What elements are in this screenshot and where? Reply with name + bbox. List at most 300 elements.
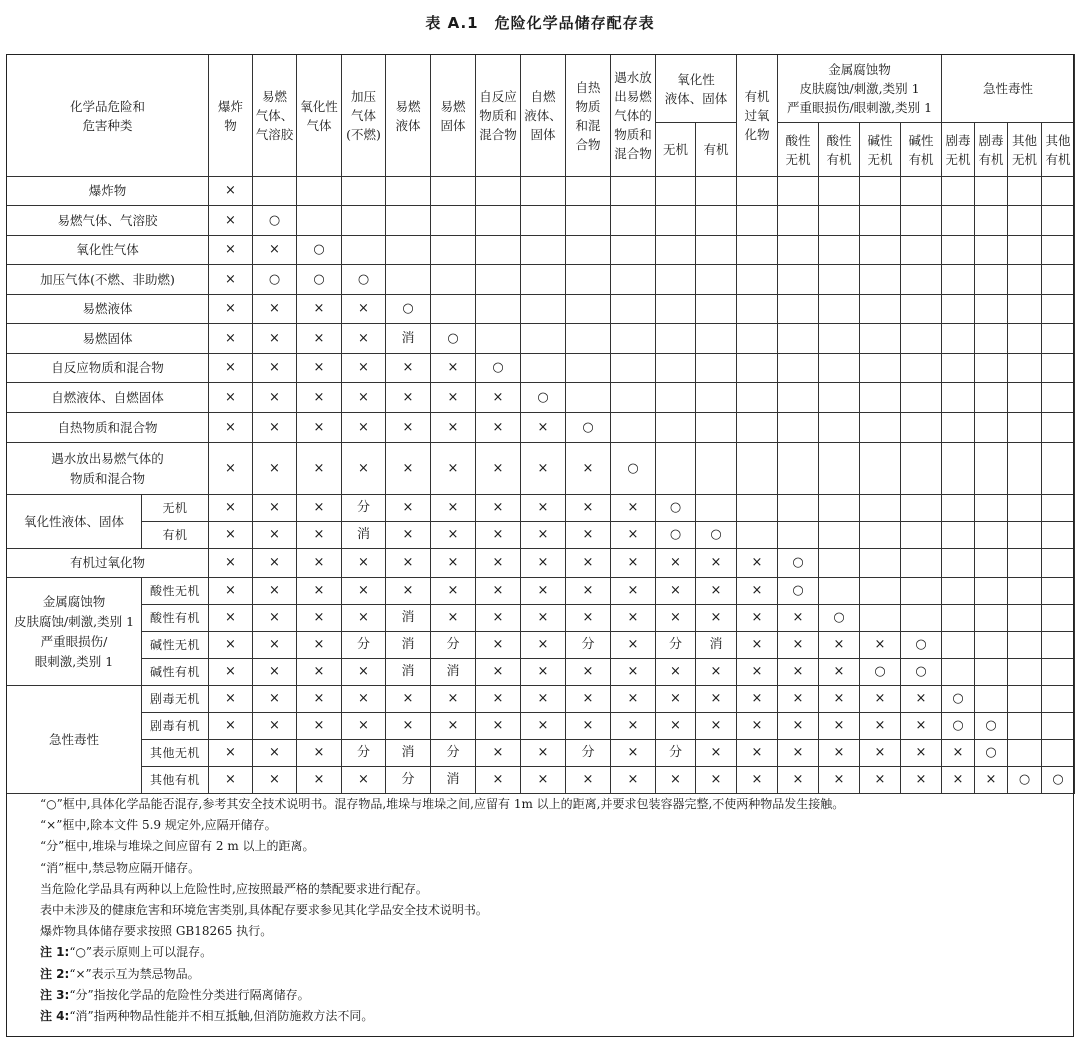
compatibility-mark: × (901, 767, 942, 794)
compatibility-mark: × (209, 767, 253, 794)
row-sublabel: 酸性有机 (142, 605, 209, 632)
compatibility-mark: × (431, 522, 476, 549)
compatibility-mark: × (342, 295, 386, 324)
compatibility-mark: 分 (431, 740, 476, 767)
compatibility-mark: × (297, 383, 342, 413)
compatibility-mark: × (566, 659, 611, 686)
note-line: 当危险化学品具有两种以上危险性时,应按照最严格的禁配要求进行配存。 (40, 881, 428, 896)
compatibility-mark: × (209, 354, 253, 383)
compatibility-mark: × (737, 686, 778, 713)
column-subheader: 碱性 无机 (860, 123, 901, 177)
compatibility-mark: × (476, 549, 521, 578)
compatibility-mark: ○ (476, 354, 521, 383)
compatibility-mark: × (253, 686, 297, 713)
compatibility-mark: × (431, 413, 476, 443)
compatibility-mark: 消 (696, 632, 737, 659)
compatibility-mark: × (611, 549, 656, 578)
compatibility-mark: × (342, 659, 386, 686)
compatibility-mark: × (566, 443, 611, 495)
column-subheader: 剧毒 有机 (975, 123, 1008, 177)
compatibility-mark: × (476, 413, 521, 443)
compatibility-mark: × (696, 740, 737, 767)
compatibility-mark: ○ (975, 740, 1008, 767)
compatibility-mark: 消 (386, 632, 431, 659)
compatibility-mark: × (737, 740, 778, 767)
compatibility-mark: × (696, 578, 737, 605)
compatibility-mark: × (476, 522, 521, 549)
compatibility-mark: × (209, 549, 253, 578)
compatibility-mark: × (656, 659, 696, 686)
compatibility-mark: 分 (656, 740, 696, 767)
compatibility-mark: × (342, 578, 386, 605)
compatibility-mark: × (521, 578, 566, 605)
compatibility-mark: × (297, 767, 342, 794)
compatibility-mark: × (696, 767, 737, 794)
column-header: 易燃 固体 (431, 55, 476, 177)
compatibility-mark: 消 (431, 767, 476, 794)
compatibility-mark: × (476, 495, 521, 522)
compatibility-mark: × (209, 265, 253, 295)
compatibility-mark: × (431, 686, 476, 713)
compatibility-mark: × (819, 740, 860, 767)
compatibility-mark: × (476, 686, 521, 713)
compatibility-mark: × (566, 522, 611, 549)
compatibility-mark: × (521, 443, 566, 495)
compatibility-mark: × (297, 413, 342, 443)
column-header: 急性毒性 (942, 55, 1075, 123)
compatibility-mark: × (209, 632, 253, 659)
footnote-text: “消”指两种物品性能并不相互抵触,但消防施救方法不同。 (69, 1008, 374, 1023)
row-label: 爆炸物 (7, 177, 209, 206)
column-header: 遇水放 出易燃 气体的 物质和 混合物 (611, 55, 656, 177)
compatibility-mark: × (656, 605, 696, 632)
compatibility-mark: × (386, 578, 431, 605)
compatibility-mark: × (696, 659, 737, 686)
compatibility-mark: × (521, 413, 566, 443)
compatibility-mark: × (696, 605, 737, 632)
compatibility-mark: 分 (342, 740, 386, 767)
compatibility-mark: 消 (342, 522, 386, 549)
column-subheader: 无机 (656, 123, 696, 177)
compatibility-mark: × (611, 605, 656, 632)
compatibility-mark: × (901, 713, 942, 740)
note-line: “×”框中,除本文件 5.9 规定外,应隔开储存。 (40, 818, 277, 833)
compatibility-mark: 消 (386, 740, 431, 767)
compatibility-mark: × (431, 578, 476, 605)
compatibility-mark: × (431, 443, 476, 495)
row-label: 自燃液体、自燃固体 (7, 383, 209, 413)
compatibility-mark: ○ (901, 659, 942, 686)
row-sublabel: 剧毒无机 (142, 686, 209, 713)
compatibility-mark: × (253, 522, 297, 549)
compatibility-mark: × (521, 767, 566, 794)
row-label: 遇水放出易燃气体的 物质和混合物 (7, 443, 209, 495)
compatibility-mark: × (431, 549, 476, 578)
compatibility-mark: 消 (386, 659, 431, 686)
compatibility-mark: × (297, 605, 342, 632)
compatibility-mark: × (860, 740, 901, 767)
compatibility-mark: × (819, 713, 860, 740)
compatibility-mark: × (342, 686, 386, 713)
compatibility-mark: × (297, 740, 342, 767)
compatibility-mark: ○ (656, 522, 696, 549)
compatibility-mark: × (476, 443, 521, 495)
compatibility-mark: × (431, 495, 476, 522)
column-header: 加压 气体 (不燃) (342, 55, 386, 177)
compatibility-mark: × (521, 632, 566, 659)
footnote-label: 注 4: (40, 1008, 70, 1023)
footnote-label: 注 2: (40, 966, 70, 981)
footnote-line (40, 985, 1074, 1006)
compatibility-mark: × (521, 686, 566, 713)
compatibility-mark: × (342, 413, 386, 443)
compatibility-mark: × (737, 578, 778, 605)
compatibility-mark: × (297, 632, 342, 659)
compatibility-mark: × (253, 383, 297, 413)
compatibility-mark: 消 (386, 324, 431, 354)
compatibility-mark: × (431, 713, 476, 740)
column-header: 有机 过氧 化物 (737, 55, 778, 177)
compatibility-mark: × (386, 413, 431, 443)
compatibility-mark: × (386, 549, 431, 578)
compatibility-mark: × (656, 713, 696, 740)
compatibility-mark: × (860, 686, 901, 713)
compatibility-mark: × (386, 686, 431, 713)
column-header: 氧化性 液体、固体 (656, 55, 737, 123)
compatibility-mark: × (253, 354, 297, 383)
compatibility-mark: × (476, 659, 521, 686)
compatibility-mark: ○ (656, 495, 696, 522)
compatibility-mark: × (611, 632, 656, 659)
compatibility-mark: × (253, 713, 297, 740)
compatibility-mark: × (656, 549, 696, 578)
compatibility-mark: × (860, 767, 901, 794)
compatibility-mark: × (209, 522, 253, 549)
compatibility-mark: × (297, 354, 342, 383)
compatibility-mark: × (342, 713, 386, 740)
compatibility-mark: 分 (386, 767, 431, 794)
compatibility-mark: × (209, 324, 253, 354)
compatibility-mark: × (611, 767, 656, 794)
compatibility-mark: × (209, 295, 253, 324)
compatibility-mark: × (297, 549, 342, 578)
compatibility-mark: × (778, 605, 819, 632)
row-sublabel: 其他无机 (142, 740, 209, 767)
compatibility-mark: × (656, 686, 696, 713)
compatibility-mark: × (253, 767, 297, 794)
row-sublabel: 其他有机 (142, 767, 209, 794)
compatibility-mark: × (566, 713, 611, 740)
column-subheader: 酸性 有机 (819, 123, 860, 177)
compatibility-mark: × (696, 713, 737, 740)
note-line: “○”框中,具体化学品能否混存,参考其安全技术说明书。混存物品,堆垛与堆垛之间,应留有 1m 以上的距离,并要求包装容器完整,不使两种物品发生接触。 (40, 797, 845, 811)
column-header: 易燃 液体 (386, 55, 431, 177)
compatibility-mark: × (209, 177, 253, 206)
compatibility-mark: ○ (297, 236, 342, 265)
compatibility-mark: ○ (696, 522, 737, 549)
note-line: 爆炸物具体储存要求按照 GB18265 执行。 (40, 924, 273, 939)
compatibility-mark: × (778, 713, 819, 740)
compatibility-mark: × (737, 549, 778, 578)
compatibility-mark: × (778, 740, 819, 767)
compatibility-mark: × (819, 686, 860, 713)
column-header: 易燃 气体、 气溶胶 (253, 55, 297, 177)
footnote-text: “○”表示原则上可以混存。 (69, 945, 213, 960)
compatibility-mark: × (476, 578, 521, 605)
compatibility-mark: × (566, 605, 611, 632)
compatibility-mark: × (297, 295, 342, 324)
compatibility-mark: × (521, 713, 566, 740)
footnote-line (40, 1006, 1074, 1027)
compatibility-mark: × (209, 686, 253, 713)
compatibility-mark: × (209, 605, 253, 632)
compatibility-mark: × (521, 495, 566, 522)
compatibility-mark: × (386, 443, 431, 495)
compatibility-mark: × (566, 767, 611, 794)
compatibility-mark: × (656, 767, 696, 794)
row-label: 加压气体(不燃、非助燃) (7, 265, 209, 295)
compatibility-mark: × (476, 713, 521, 740)
compatibility-mark: × (297, 522, 342, 549)
compatibility-mark: × (297, 578, 342, 605)
column-subheader: 酸性 无机 (778, 123, 819, 177)
compatibility-mark: × (342, 767, 386, 794)
column-subheader: 剧毒 无机 (942, 123, 975, 177)
footnote-text: “×”表示互为禁忌物品。 (69, 966, 200, 981)
compatibility-mark: × (611, 686, 656, 713)
compatibility-mark: × (778, 686, 819, 713)
compatibility-mark: × (656, 578, 696, 605)
row-sublabel: 酸性无机 (142, 578, 209, 605)
corner-header: 化学品危险和 危害种类 (7, 55, 209, 177)
compatibility-mark: × (476, 740, 521, 767)
compatibility-mark: × (476, 605, 521, 632)
compatibility-mark: × (253, 324, 297, 354)
table-notes (6, 792, 1074, 1037)
compatibility-mark: 分 (566, 740, 611, 767)
compatibility-mark: × (901, 740, 942, 767)
compatibility-mark: × (476, 632, 521, 659)
compatibility-mark: × (297, 686, 342, 713)
compatibility-mark: ○ (942, 713, 975, 740)
compatibility-mark: × (942, 740, 975, 767)
compatibility-mark: × (209, 413, 253, 443)
note-line: “分”框中,堆垛与堆垛之间应留有 2 m 以上的距离。 (40, 839, 315, 854)
row-sublabel: 有机 (142, 522, 209, 549)
compatibility-mark: × (611, 740, 656, 767)
compatibility-mark: × (386, 354, 431, 383)
footnote-line (40, 964, 1074, 985)
compatibility-mark: ○ (253, 206, 297, 236)
compatibility-mark: × (901, 686, 942, 713)
compatibility-mark: × (611, 495, 656, 522)
row-sublabel: 无机 (142, 495, 209, 522)
compatibility-mark: × (696, 686, 737, 713)
compatibility-mark: × (566, 686, 611, 713)
compatibility-mark: ○ (386, 295, 431, 324)
footnote-label: 注 1: (40, 945, 70, 960)
compatibility-mark: × (297, 713, 342, 740)
compatibility-mark: 分 (656, 632, 696, 659)
compatibility-mark: × (737, 659, 778, 686)
row-label: 有机过氧化物 (7, 549, 209, 578)
compatibility-mark: 分 (431, 632, 476, 659)
column-header: 氧化性 气体 (297, 55, 342, 177)
column-header: 爆炸 物 (209, 55, 253, 177)
compatibility-mark: × (253, 659, 297, 686)
compatibility-mark: × (778, 632, 819, 659)
compatibility-mark: ○ (778, 549, 819, 578)
row-label: 自反应物质和混合物 (7, 354, 209, 383)
row-label: 易燃气体、气溶胶 (7, 206, 209, 236)
column-header: 金属腐蚀物 皮肤腐蚀/刺激,类别 1 严重眼损伤/眼刺激,类别 1 (778, 55, 942, 123)
compatibility-mark: × (476, 767, 521, 794)
compatibility-mark: × (737, 632, 778, 659)
row-label: 氧化性气体 (7, 236, 209, 265)
compatibility-mark: × (521, 659, 566, 686)
row-sublabel: 碱性无机 (142, 632, 209, 659)
compatibility-mark: × (611, 713, 656, 740)
compatibility-mark: × (778, 767, 819, 794)
compatibility-mark: × (253, 236, 297, 265)
compatibility-mark: × (386, 713, 431, 740)
footnote-text: “分”指按化学品的危险性分类进行隔离储存。 (69, 987, 310, 1002)
compatibility-mark: × (819, 767, 860, 794)
compatibility-mark: × (386, 522, 431, 549)
compatibility-mark: ○ (975, 713, 1008, 740)
compatibility-mark: 消 (386, 605, 431, 632)
compatibility-mark: × (566, 549, 611, 578)
row-label: 易燃液体 (7, 295, 209, 324)
compatibility-mark: × (253, 495, 297, 522)
row-sublabel: 碱性有机 (142, 659, 209, 686)
compatibility-mark: × (521, 740, 566, 767)
column-header: 自热 物质 和混 合物 (566, 55, 611, 177)
compatibility-mark: × (342, 443, 386, 495)
column-subheader: 有机 (696, 123, 737, 177)
compatibility-mark: × (611, 522, 656, 549)
note-line: 表中未涉及的健康危害和环境危害类别,具体配存要求参见其化学品安全技术说明书。 (40, 902, 488, 917)
compatibility-mark: × (819, 632, 860, 659)
compatibility-mark: × (521, 605, 566, 632)
compatibility-mark: ○ (521, 383, 566, 413)
row-group-label: 急性毒性 (7, 686, 142, 794)
compatibility-mark: × (253, 443, 297, 495)
column-subheader: 其他 有机 (1042, 123, 1075, 177)
compatibility-mark: × (297, 443, 342, 495)
compatibility-mark: ○ (901, 632, 942, 659)
compatibility-mark: × (431, 383, 476, 413)
compatibility-mark: ○ (253, 265, 297, 295)
column-header: 自燃 液体、 固体 (521, 55, 566, 177)
compatibility-mark: × (253, 605, 297, 632)
compatibility-mark: × (253, 632, 297, 659)
compatibility-mark: × (297, 659, 342, 686)
compatibility-mark: × (342, 324, 386, 354)
compatibility-mark: × (860, 713, 901, 740)
compatibility-mark: × (611, 578, 656, 605)
compatibility-mark: × (342, 354, 386, 383)
compatibility-mark: × (975, 767, 1008, 794)
compatibility-mark: ○ (566, 413, 611, 443)
compatibility-mark: × (253, 413, 297, 443)
compatibility-mark: 分 (566, 632, 611, 659)
row-sublabel: 剧毒有机 (142, 713, 209, 740)
compatibility-mark: × (431, 354, 476, 383)
compatibility-mark: × (942, 767, 975, 794)
compatibility-mark: × (611, 659, 656, 686)
column-subheader: 其他 无机 (1008, 123, 1042, 177)
compatibility-mark: × (521, 522, 566, 549)
compatibility-mark: × (431, 605, 476, 632)
compatibility-mark: 分 (342, 632, 386, 659)
compatibility-mark: × (209, 495, 253, 522)
compatibility-mark: 消 (431, 659, 476, 686)
compatibility-mark: × (209, 713, 253, 740)
compatibility-mark: ○ (1008, 767, 1042, 794)
row-group-label: 氧化性液体、固体 (7, 495, 142, 549)
compatibility-mark: × (253, 295, 297, 324)
compatibility-mark: × (297, 495, 342, 522)
compatibility-mark: × (342, 605, 386, 632)
footnote-line (40, 942, 1074, 963)
column-subheader: 碱性 有机 (901, 123, 942, 177)
compatibility-mark: × (476, 383, 521, 413)
compatibility-mark: × (521, 549, 566, 578)
compatibility-mark: × (819, 659, 860, 686)
compatibility-mark: × (386, 495, 431, 522)
compatibility-mark: × (209, 659, 253, 686)
compatibility-mark: × (253, 549, 297, 578)
compatibility-mark: ○ (611, 443, 656, 495)
compatibility-mark: × (209, 578, 253, 605)
compatibility-mark: × (737, 767, 778, 794)
compatibility-mark: × (386, 383, 431, 413)
compatibility-mark: ○ (1042, 767, 1075, 794)
compatibility-mark: × (342, 549, 386, 578)
compatibility-mark: × (566, 495, 611, 522)
compatibility-mark: ○ (819, 605, 860, 632)
compatibility-mark: × (737, 713, 778, 740)
note-line: “消”框中,禁忌物应隔开储存。 (40, 860, 201, 875)
compatibility-mark: × (253, 740, 297, 767)
compatibility-mark: × (297, 324, 342, 354)
row-label: 易燃固体 (7, 324, 209, 354)
compatibility-mark: 分 (342, 495, 386, 522)
compatibility-mark: × (737, 605, 778, 632)
compatibility-mark: ○ (431, 324, 476, 354)
compatibility-mark: × (209, 236, 253, 265)
compatibility-mark: × (342, 383, 386, 413)
row-label: 自热物质和混合物 (7, 413, 209, 443)
compatibility-mark: ○ (860, 659, 901, 686)
table-title: 表 A.1 危险化学品储存配存表 (425, 14, 655, 32)
compatibility-mark: ○ (342, 265, 386, 295)
footnote-label: 注 3: (40, 987, 70, 1002)
compatibility-mark: ○ (942, 686, 975, 713)
compatibility-mark: × (566, 578, 611, 605)
compatibility-mark: × (696, 549, 737, 578)
row-group-label: 金属腐蚀物 皮肤腐蚀/刺激,类别 1 严重眼损伤/ 眼刺激,类别 1 (7, 578, 142, 686)
compatibility-mark: ○ (778, 578, 819, 605)
compatibility-mark: × (778, 659, 819, 686)
compatibility-mark: × (209, 206, 253, 236)
compatibility-mark: × (209, 383, 253, 413)
column-header: 自反应 物质和 混合物 (476, 55, 521, 177)
compatibility-mark: ○ (297, 265, 342, 295)
compatibility-mark: × (209, 740, 253, 767)
compatibility-mark: × (860, 632, 901, 659)
